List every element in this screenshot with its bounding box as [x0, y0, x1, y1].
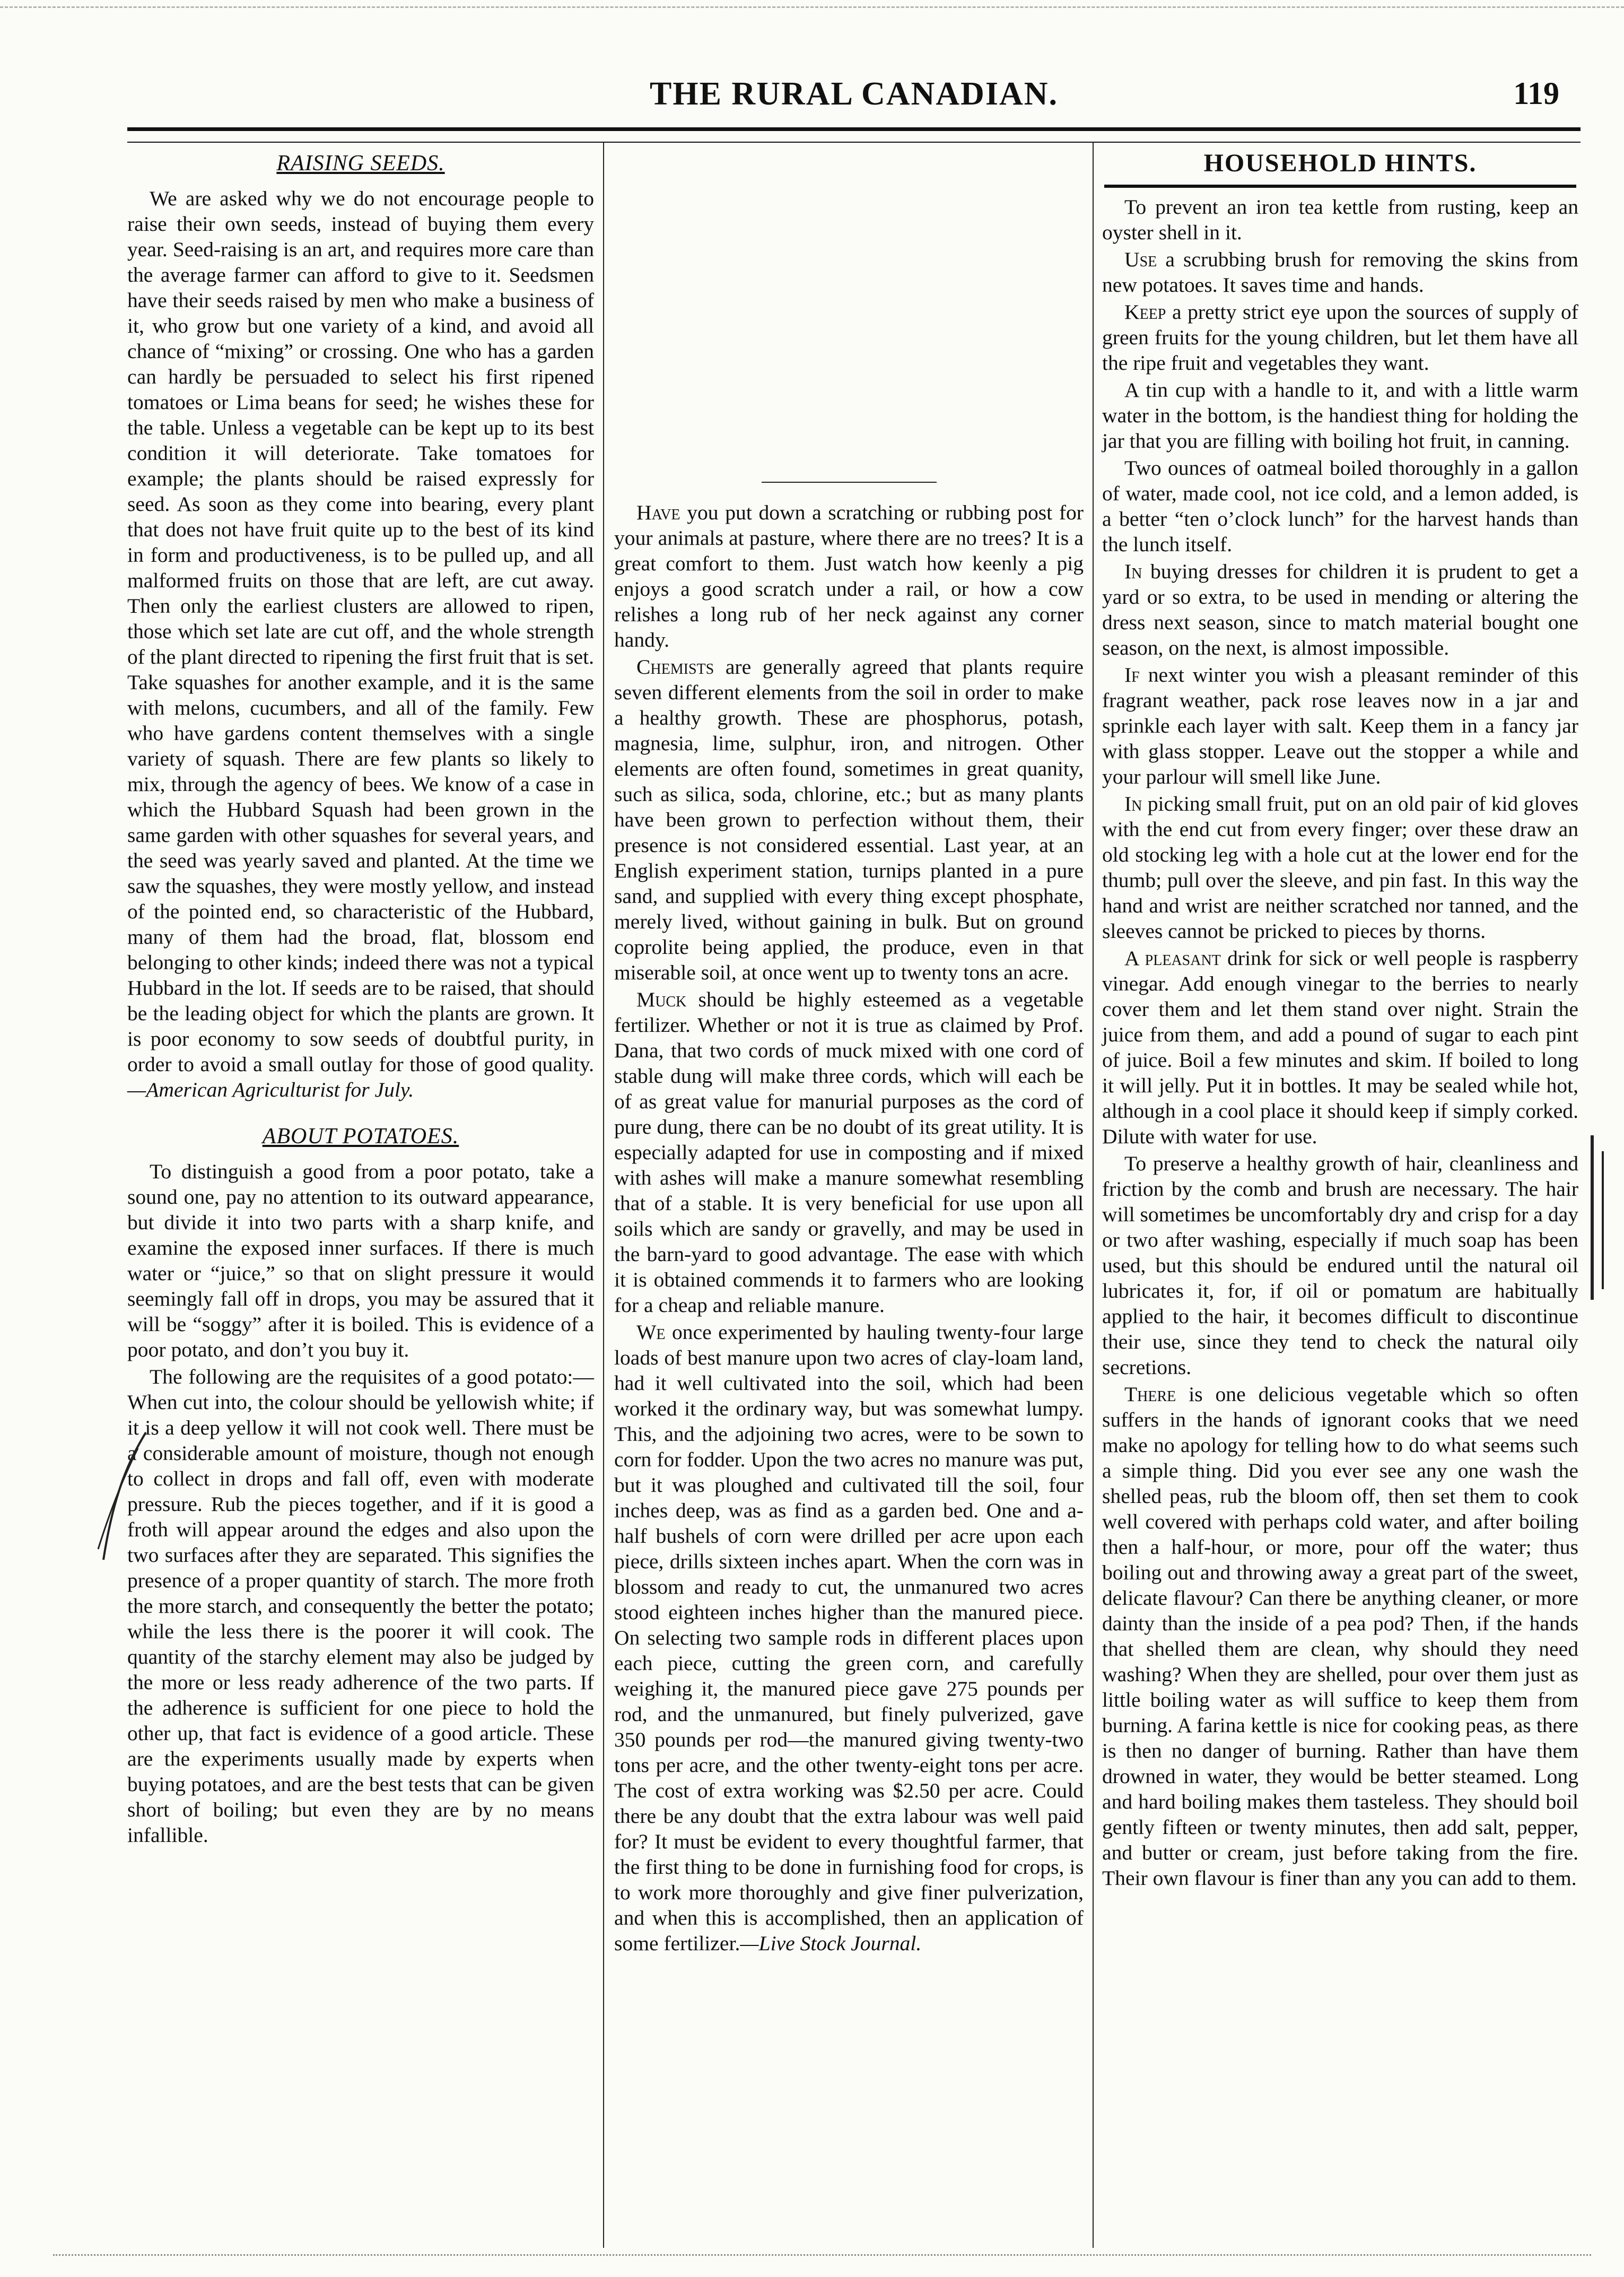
article-source: —American Agriculturist for July.	[127, 1078, 414, 1101]
article-source: —Live Stock Journal.	[740, 1932, 922, 1955]
bottom-edge-scratch	[53, 2254, 1591, 2256]
hint-paragraph: There is one delicious vegetable which so often suffers in the hands of ignorant cooks that we need make no apology for telling how to do what seems such a simple thing. Did you ever see any one wash the shelled peas, rub the bloom off, then set them to cook well covered with perhaps cold water, and after boiling then a half-hour, or more, pour off the water; thus boiling out and throwing away a great part of the sweet, delicate flavour? Can there be anything cleaner, or more dainty than the inside of a pea pod? Then, if the hands that shelled them are clean, why should they need washing? When they are shelled, pour over them just as little boiling water as will suffice to keep them from burning. A farina kettle is nice for cooking peas, as there is then no danger of burning. Rather than have them drowned in water, they would be better steamed. Long and hard boiling makes them tasteless. They should boil gently fifteen or twenty minutes, then add salt, pepper, and butter or cream, just before taking from the fire. Their own flavour is finer than any you can add to them.	[1102, 1383, 1578, 1890]
article-heading-household-hints: HOUSEHOLD HINTS.	[1203, 149, 1477, 177]
article-heading-about-potatoes: ABOUT POTATOES.	[262, 1124, 459, 1149]
column-right	[1102, 142, 1578, 1892]
article-heading-raising-seeds: RAISING SEEDS.	[276, 151, 445, 176]
article-paragraph: Have you put down a scratching or rubbing post for your animals at pasture, where there are no trees? It is a great comfort to them. Just watch how keenly a pig enjoys a good scratch under a rail, or how a cow relishes a long rub of her neck against any corner handy.	[614, 501, 1084, 651]
column-middle	[614, 142, 1084, 1958]
hint-paragraph: Two ounces of oatmeal boiled thoroughly in a gallon of water, made cool, not ice cold, and a lemon added, is a better “ten o’clock lunch” for the harvest hands than the lunch itself.	[1102, 456, 1578, 556]
hint-paragraph: In picking small fruit, put on an old pair of kid gloves with the end cut from every finger; over these draw an old stocking leg with a hole cut at the lower end for the thumb; pull over the sleeve, and pin fast. In this way the hand and wrist are neither scratched nor tanned, and the sleeves cannot be pricked to pieces by thorns.	[1102, 792, 1578, 943]
article-paragraph: The following are the requisites of a good potato:—When cut into, the colour should be yellowish white; if it is a deep yellow it will not cook well. There must be a considerable amount of moisture, though not enough to collect in drops and fall off, even with moderate pressure. Rub the pieces together, and if it is good a froth will appear around the edges and also upon the two surfaces after they are separated. This signifies the presence of a proper quantity of starch. The more froth the more starch, and consequently the better the potato; while the less there is the poorer it will cook. The quantity of the starchy element may also be judged by the more or less ready adherence of the two parts. If the adherence is sufficient for one piece to hold the other up, that fact is evidence of a good article. These are the experiments usually made by experts when buying potatoes, and are the best tests that can be given short of boiling; but even they are by no means infallible.	[127, 1365, 594, 1847]
heading-rule	[1104, 185, 1576, 188]
hint-paragraph: To prevent an iron tea kettle from rusting, keep an oyster shell in it.	[1102, 195, 1578, 244]
column-divider	[1093, 142, 1094, 2248]
article-paragraph: Muck should be highly esteemed as a vegetable fertilizer. Whether or not it is true as claimed by Prof. Dana, that two cords of muck mixed with one cord of stable dung will make three cords, which will each be of as great value for manurial purposes as the cord of pure dung, there can be no doubt of its great utility. It is especially adapted for use in composting and if mixed with ashes will make a manure somewhat resembling that of a stable. It is very beneficial for use upon all soils which are sandy or gravelly, and may be used in the barn-yard to good advantage. The ease with which it is obtained commends it to farmers who are looking for a cheap and reliable manure.	[614, 988, 1084, 1317]
masthead	[127, 75, 1581, 123]
hint-paragraph: A pleasant drink for sick or well people is raspberry vinegar. Add enough vinegar to the berries to nearly cover them and let them stand over night. Strain the juice from them, and add a pound of sugar to each pint of juice. Boil a few minutes and skim. If boiled to long it will jelly. Put it in bottles. It may be sealed while hot, although in a cool place it should keep if simply corked. Dilute with water for use.	[1102, 946, 1578, 1148]
column-left	[127, 142, 594, 1849]
hint-paragraph: If next winter you wish a pleasant reminder of this fragrant weather, pack rose leaves now in a jar and sprinkle each layer with salt. Keep them in a fancy jar with glass stopper. Leave out the stopper a while and your parlour will smell like June.	[1102, 663, 1578, 788]
margin-bracket-icon	[1587, 1130, 1613, 1305]
article-paragraph: To distinguish a good from a poor potato, take a sound one, pay no attention to its outward appearance, but divide it into two parts with a sharp knife, and examine the exposed inner surfaces. If there is much water or “juice,” so that on slight pressure it would seemingly fall off in drops, you may be assured that it will be “soggy” after it is boiled. This is evidence of a poor potato, and don’t you buy it.	[127, 1160, 594, 1361]
header-double-rule	[127, 127, 1581, 143]
column-divider	[603, 142, 604, 2248]
page-number: 119	[1513, 76, 1559, 111]
article-paragraph: Chemists are generally agreed that plants require seven different elements from the soil in order to make a healthy growth. These are phosphorus, potash, magnesia, lime, sulphur, iron, and nitrogen. Other elements are often found, sometimes in great quanity, such as silica, soda, chlorine, etc.; but as many plants have been grown to perfection without them, their presence is not considered essential. Last year, at an English experiment station, turnips planted in a pure sand, and supplied with every thing except phosphate, merely lived, without gaining in bulk. But on ground coprolite being applied, the produce, even in that miserable soil, at once went up to twenty tons an acre.	[614, 655, 1084, 984]
hint-paragraph: Use a scrubbing brush for removing the skins from new potatoes. It saves time and hands.	[1102, 248, 1578, 297]
top-edge-scratch	[0, 6, 1624, 13]
section-divider	[762, 482, 937, 483]
article-paragraph: We are asked why we do not encourage people to raise their own seeds, instead of buying them every year. Seed-raising is an art, and requires more care than the average farmer can afford to give to it. Seedsmen have their seeds raised by men who make a business of it, who grow but one variety of a kind, and avoid all chance of “mixing” or crossing. One who has a garden can hardly be persuaded to select his first ripened tomatoes or Lima beans for seed; he wishes these for the table. Unless a vegetable can be kept up to its best condition it will deteriorate. Take tomatoes for example; the plants should be raised expressly for seed. As soon as they come into bearing, every plant that does not have fruit quite up to the best of its kind in form and productiveness, is to be pulled up, and all malformed fruits on those that are left, are cut away. Then only the earliest clusters are allowed to ripen, those which set late are cut off, and the whole strength of the plant directed to ripening the first fruit that is set. Take squashes for another example, and it is the same with melons, cucumbers, and all of the family. Few who have gardens content themselves with a single variety of squash. There are few plants so likely to mix, through the agency of bees. We know of a case in which the Hubbard Squash had been grown in the same garden with other squashes for several years, and the seed was yearly saved and planted. At the time we saw the squashes, they were mostly yellow, and instead of the pointed end, so characteristic of the Hubbard, many of them had the broad, flat, blossom end belonging to other kinds; indeed there was not a typical Hubbard in the lot. If seeds are to be raised, that should be the leading object for which the plants are grown. It is poor economy to sow seeds of doubtful purity, in order to avoid a small outlay for those of good quality.—American Agriculturist for July.	[127, 187, 594, 1101]
article-paragraph: We once experimented by hauling twenty-four large loads of best manure upon two acres of clay-loam land, had it well cultivated into the soil, which had been worked it the ordinary way, but was somewhat lumpy. This, and the adjoining two acres, were to be sown to corn for fodder. Upon the two acres no manure was put, but it was ploughed and cultivated till the soil, four inches deep, was as find as a garden bed. One and a-half bushels of corn were drilled per acre upon each piece, drills sixteen inches apart. When the corn was in blossom and ready to cut, the unmanured two acres stood eighteen inches higher than the manured piece. On selecting two sample rods in different places upon each piece, cutting the green corn, and carefully weighing it, the manured piece gave 275 pounds per rod, and the unmanured, but finely pulverized, gave 350 pounds per rod—the manured giving twenty-two tons per acre, and the other twenty-eight tons per acre. The cost of extra working was $2.50 per acre. Could there be any doubt that the extra labour was well paid for? It must be evident to every thoughtful farmer, that the first thing to be done in furnishing food for crops, is to work more thoroughly and give finer pulverization, and when this is accomplished, then an application of some fertilizer.—Live Stock Journal.	[614, 1320, 1084, 1955]
hint-paragraph: In buying dresses for children it is prudent to get a yard or so extra, to be used in mending or altering the dress next season, since to match material bought one season, on the next, is almost impossible.	[1102, 560, 1578, 659]
pen-mark-icon	[93, 1427, 156, 1565]
hint-paragraph: A tin cup with a handle to it, and with a little warm water in the bottom, is the handiest thing for holding the jar that you are filling with boiling hot fruit, in canning.	[1102, 378, 1578, 453]
hint-paragraph: To preserve a healthy growth of hair, cleanliness and friction by the comb and brush are necessary. The hair will sometimes be uncomfortably dry and crisp for a day or two after washing, especially if much soap has been used, but this should be endured until the natural oil lubricates it, for, if oil or pomatum are habitually applied to the hair, it becomes difficult to discontinue their use, since they tend to check the natural oily secretions.	[1102, 1152, 1578, 1379]
page-title: THE RURAL CANADIAN.	[649, 76, 1058, 112]
hint-paragraph: Keep a pretty strict eye upon the sources of supply of green fruits for the young children, but let them have all the ripe fruit and vegetables they want.	[1102, 300, 1578, 375]
